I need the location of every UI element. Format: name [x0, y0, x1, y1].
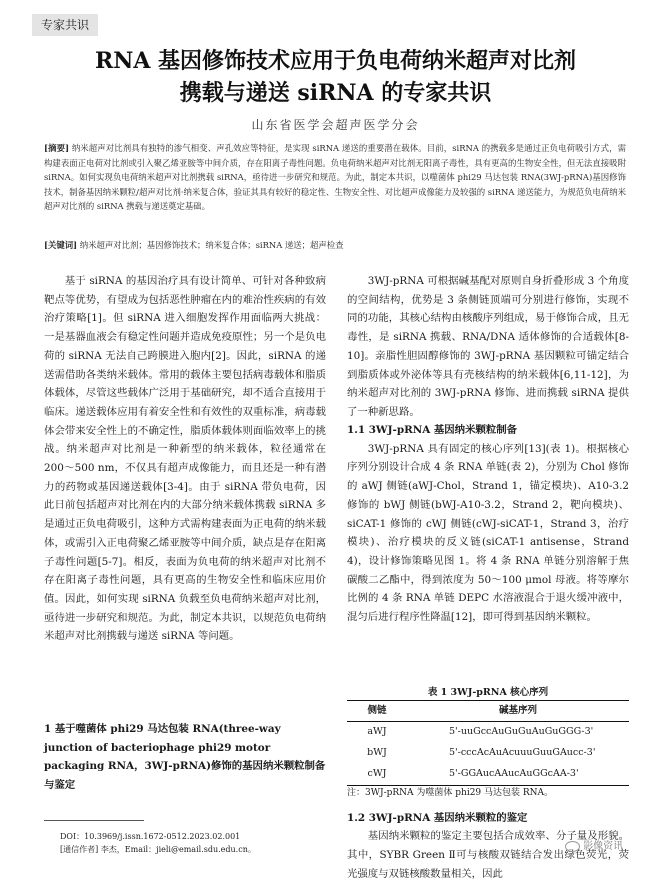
abstract	[44, 141, 626, 229]
left-column	[44, 272, 326, 708]
section-tag: 专家共识	[32, 14, 98, 36]
table-cell: bWJ	[367, 747, 387, 759]
table-cell: 5'-cccAcAuAcuuuGuuGAucc-3'	[449, 747, 596, 759]
keywords-label: [关键词]	[44, 240, 78, 250]
right-column	[347, 272, 629, 891]
body-paragraph: 基于 siRNA 的基因治疗具有设计简单、可针对各种致病靶点等优势，有望成为包括恶性肿瘤在内的难治性疾病的有效治疗策略[1]。但 siRNA 进入细胞发挥作用面临两大挑战：一是基器血液会有稳定性问题并造成免疫原性；另一个是负电荷的 siRNA 无法自己跨膜进入胞内[2]。因此，siRNA 的递送需借助各类纳米载体。常用的载体主要包括病毒载体和脂质体载体，尽管这些载体广泛用于基础研究，却不适合直接用于临床。递送载体应用有着安全性和有效性的双重标准，病毒载体会带来安全性上的不确定性，脂质体载体则面临效率上的挑战。纳米超声对比剂是一种新型的纳米载体，粒径通常在 200～500 nm，不仅具有超声成像能力，而且还是一种有潜力的药物或基因递送载体[3-4]。由于 siRNA 带负电荷，因此日前包括超声对比剂在内的大部分纳米载体携载 siRNA 多是通过正负电荷吸引，这种方式需构建表面为正电荷的纳米载体，或需引入正电荷聚乙烯亚胺等中间介质，缺点是存在阳离子毒性问题[5-7]。相反，表面为负电荷的纳米超声对比剂不存在阳离子毒性问题，具有更高的生物安全性和临床应用价值。因此，如何实现 siRNA 负载至负电荷纳米超声对比剂，亟待进一步研究和规范。为此，制定本共识，以规范负电荷纳米超声对比剂携载与递送 siRNA 等问题。	[44, 275, 326, 643]
table-row	[347, 722, 629, 743]
abstract-text: 纳米超声对比剂具有独特的渗气相变、声孔效应等特征，是实现 siRNA 递送的重要潜在载体。目前，siRNA 的携载多是通过正负电荷吸引方式，需构建表面正电荷对比剂或引入聚乙烯亚胺等中间介质，存在阳离子毒性问题。负电荷纳米超声对比剂无阳离子毒性，具有更高的生物安全性，但无法直接吸附 siRNA。如何实现负电荷纳米超声对比剂携载 siRNA，亟待进一步研究和规范。为此，制定本共识，以噬菌体 phi29 马达包装 RNA(3WJ-pRNA)基因修饰技术，制备基因纳米颗粒/超声对比剂·纳米复合体，验证其具有较好的稳定性、生物安全性、对比超声成像能力及较强的 siRNA 递送能力，为规范负电荷纳米超声对比剂的 siRNA 携载与递送奠定基础。	[44, 143, 626, 212]
article-title-line-1: RNA 基因修饰技术应用于负电荷纳米超声对比剂	[94, 48, 577, 74]
body-paragraph: 3WJ-pRNA 可根据碱基配对原则自身折叠形成 3 个角度的空间结构，优势是 3 条侧链顶端可分别进行修饰，实现不同的功能，其核心结构由核酸序列组成，易于修饰合成，且无毒性，是 siRNA 携载、RNA/DNA 适体修饰的合适载体[8-10]。亲脂性胆固醇修饰的 3WJ-pRNA 基因颗粒可锚定结合到脂质体或外泌体等具有壳核结构的纳米载体[6,11-12]，为纳米超声对比剂的 3WJ-pRNA 修饰、进而携载 siRNA 提供了一种新思路。	[347, 275, 629, 418]
wechat-icon	[565, 841, 580, 852]
table-cell: 5'-uuGccAuGuGuAuGuGGG-3'	[449, 726, 594, 738]
subsection-heading-1-2: 1.2 3WJ-pRNA 基因纳米颗粒的鉴定	[347, 811, 528, 824]
table-caption: 表 1 3WJ-pRNA 核心序列	[427, 686, 549, 698]
sequence-table	[347, 700, 629, 786]
table-cell: 5'-GGAucAAucAuGGcAA-3'	[449, 767, 579, 779]
correspondence: [通信作者] 李杰，Email：jieli@email.sdu.edu.cn。	[60, 845, 256, 854]
author-organization: 山东省医学会超声医学分会	[251, 118, 420, 132]
table-cell: cWJ	[367, 767, 387, 779]
table-1	[347, 685, 629, 801]
section-heading-1: 1 基于噬菌体 phi29 马达包装 RNA(three-way junction of bacteriophage phi29 motor packaging RNA，3WJ-pRNA)修饰的基因纳米颗粒制备与鉴定	[44, 723, 326, 792]
watermark-text: 影像资讯	[583, 841, 624, 852]
table-header-row	[347, 700, 629, 722]
table-row	[347, 743, 629, 764]
keywords	[44, 238, 626, 253]
column-header: 碱基序列	[498, 704, 537, 716]
article-title-line-2: 携载与递送 siRNA 的专家共识	[179, 80, 492, 106]
abstract-label: [摘要]	[44, 143, 70, 153]
doi: DOI：10.3969/j.issn.1672-0512.2023.02.001	[60, 832, 241, 841]
subsection-heading-1-1: 1.1 3WJ-pRNA 基因纳米颗粒制备	[347, 424, 518, 436]
footnote-rule	[44, 820, 144, 821]
watermark	[565, 837, 623, 852]
column-header: 侧链	[367, 704, 387, 716]
table-row	[347, 764, 629, 785]
table-cell: aWJ	[367, 726, 387, 738]
body-paragraph: 基因纳米颗粒的鉴定主要包括合成效率、分子量及形貌。其中，SYBR Green Ⅱ可与核酸双链结合发出绿色荧光，荧光强度与双链核酸数量相关，因此	[347, 830, 629, 880]
table-note: 注：3WJ-pRNA 为噬菌体 phi29 马达包装 RNA。	[347, 787, 554, 798]
keywords-text: 纳米超声对比剂；基因修饰技术；纳米复合体；siRNA 递送；超声检查	[79, 240, 344, 250]
body-paragraph: 3WJ-pRNA 具有固定的核心序列[13](表 1)。根据核心序列分别设计合成 4 条 RNA 单链(表 2)，分别为 Chol 修饰的 aWJ 侧链(aWJ-Chol，Strand 1，锚定模块)、A10-3.2 修饰的 bWJ 侧链(bWJ-A10-3.2，Strand 2，靶向模块)、siCAT-1 修饰的 cWJ 侧链(cWJ-siCAT-1，Strand 3，治疗模块)、治疗模块的反义链(siCAT-1 antisense，Strand 4)，设计修饰策略见图 1。将 4 条 RNA 单链分别溶解于焦碳酸二乙酯中，得到浓度为 50～100 μmol 母液。将等摩尔比例的 4 条 RNA 单链 DEPC 水溶液混合于退火缓冲液中，混匀后进行程序性降温[12]，即可得到基因纳米颗粒。	[347, 442, 629, 624]
